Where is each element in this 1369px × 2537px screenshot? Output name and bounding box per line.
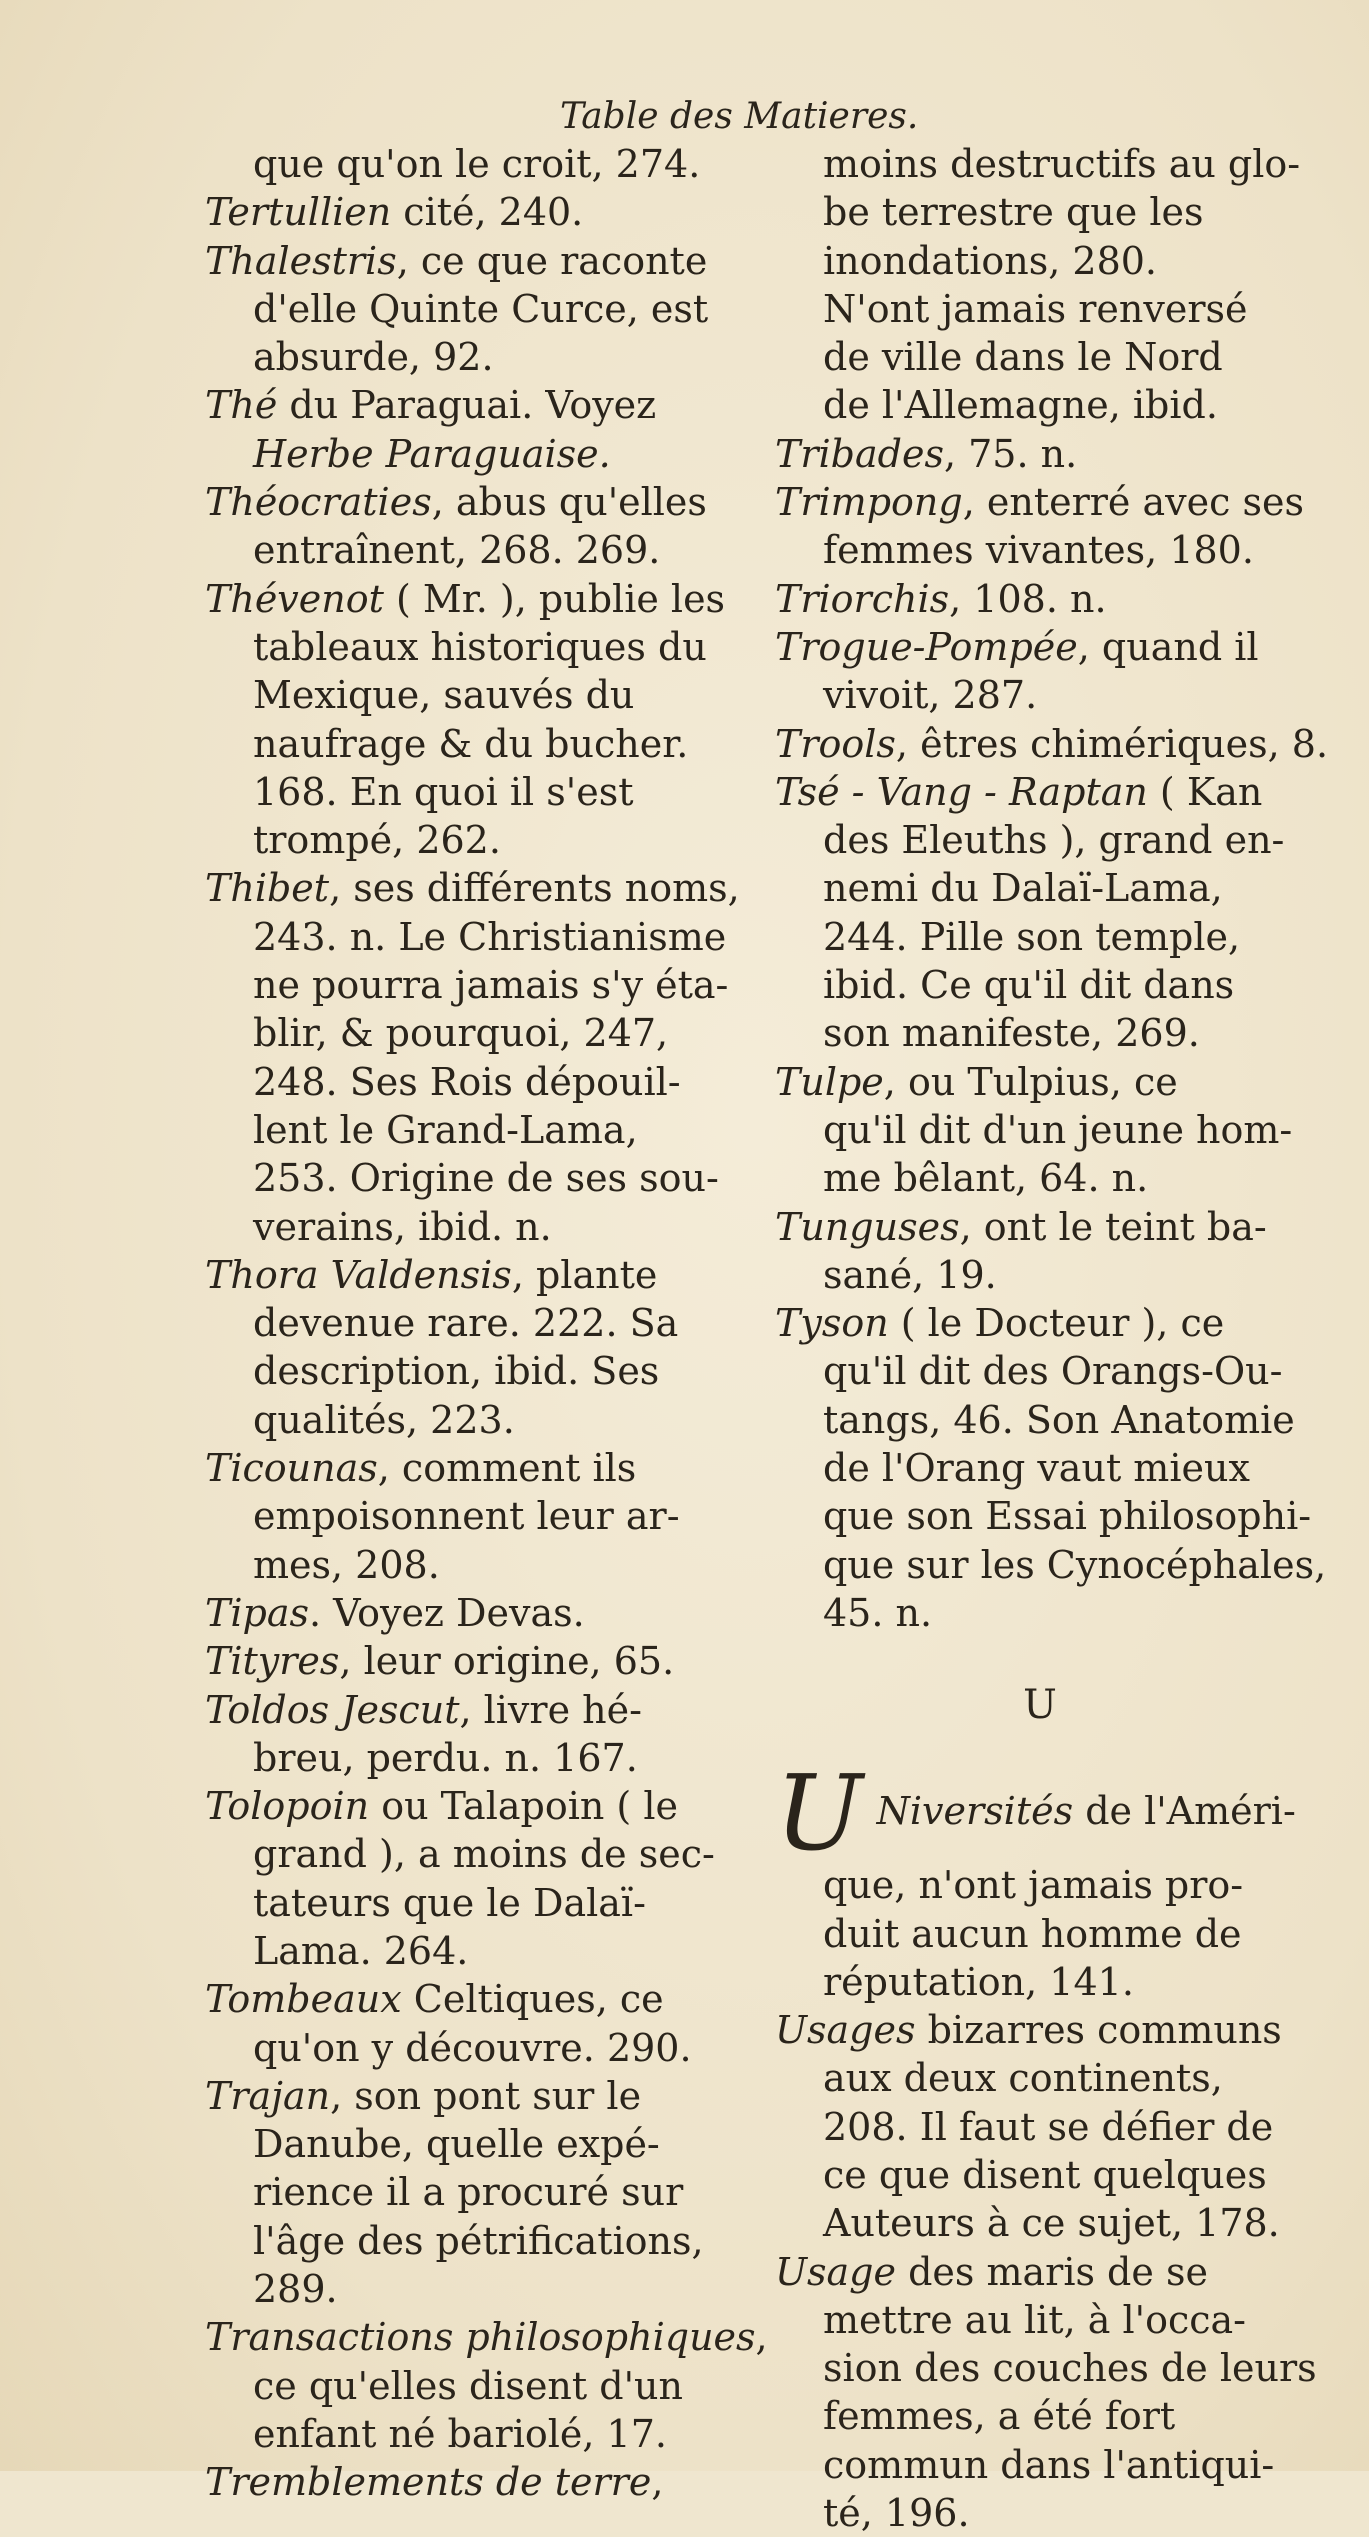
index-line <box>205 2410 765 2458</box>
entry-text: be terrestre que les <box>823 190 1204 235</box>
index-line <box>205 623 765 671</box>
entry-text: l'âge des pétrifications, <box>253 2218 704 2263</box>
right-column <box>775 140 1329 2537</box>
index-line <box>205 237 765 285</box>
entry-text: que qu'on le croit, 274. <box>253 142 701 186</box>
index-line <box>775 1589 1305 1637</box>
index-line <box>205 381 765 429</box>
index-line <box>205 2362 765 2410</box>
entry-text: son manifeste, 269. <box>823 1011 1200 1056</box>
entry-text: femmes, a été fort <box>823 2394 1176 2439</box>
index-line <box>205 2458 765 2506</box>
right-column-bottom <box>775 1861 1317 2537</box>
entry-head: Toldos Jescut <box>205 1687 460 1732</box>
index-line <box>205 2168 765 2216</box>
entry-text: , enterré avec ses <box>962 480 1304 525</box>
entry-text: , abus qu'elles <box>431 480 707 525</box>
entry-text: lent le Grand-Lama, <box>253 1107 638 1152</box>
entry-text: entraînent, 268. 269. <box>253 528 661 573</box>
entry-text: , comment ils <box>377 1446 637 1491</box>
entry-text: nemi du Dalaï-Lama, <box>823 866 1223 911</box>
entry-text: qualités, 223. <box>253 1397 515 1442</box>
entry-text: , <box>651 2460 664 2505</box>
index-line <box>775 2248 1305 2296</box>
entry-head: Tremblements de terre <box>205 2460 652 2505</box>
entry-text: cité, 240. <box>391 190 584 235</box>
entry-head: Niversités <box>876 1789 1074 1834</box>
entry-text: que sur les Cynocéphales, <box>823 1542 1327 1587</box>
index-line <box>775 864 1305 912</box>
entry-head: Usages <box>775 2008 916 2053</box>
index-line <box>205 1879 765 1927</box>
entry-text: Auteurs à ce sujet, 178. <box>823 2201 1280 2246</box>
index-line <box>775 333 1305 381</box>
index-line <box>775 1444 1305 1492</box>
index-line <box>205 913 765 961</box>
section-letter: U <box>1023 1682 1057 1729</box>
entry-head: Transactions philosophiques <box>205 2315 756 2360</box>
entry-text: , ce que raconte <box>396 238 708 283</box>
index-line <box>775 1009 1305 1057</box>
index-line <box>775 913 1305 961</box>
entry-head: Trimpong <box>775 480 963 525</box>
index-line <box>205 1154 765 1202</box>
entry-text: naufrage & du bucher. <box>253 721 689 766</box>
entry-text: breu, perdu. n. 167. <box>253 1735 638 1780</box>
index-line <box>775 961 1305 1009</box>
entry-text: réputation, 141. <box>823 1959 1134 2004</box>
index-line <box>775 2392 1305 2440</box>
entry-text: 208. Il faut se défier de <box>823 2104 1274 2149</box>
index-line <box>205 1975 765 2023</box>
entry-head: Tsé - Vang - Raptan <box>775 769 1148 814</box>
entry-head: Ticounas <box>205 1446 378 1491</box>
entry-text: moins destructifs au glo- <box>823 142 1301 186</box>
entry-text: 243. n. Le Christianisme <box>253 914 727 959</box>
index-line <box>775 1299 1305 1347</box>
entry-text: ( Mr. ), publie les <box>383 576 726 621</box>
index-line <box>775 1058 1305 1106</box>
entry-text: sion des couches de leurs <box>823 2346 1317 2391</box>
entry-text: . Voyez Devas. <box>308 1590 585 1635</box>
index-line <box>205 188 765 236</box>
entry-head: Thora Valdensis <box>205 1252 512 1297</box>
entry-text: de ville dans le Nord <box>823 335 1223 380</box>
entry-text: d'elle Quinte Curce, est <box>253 286 709 331</box>
entry-text: , ou Tulpius, ce <box>883 1059 1178 1104</box>
entry-text: duit aucun homme de <box>823 1911 1242 1956</box>
entry-text: Danube, quelle expé- <box>253 2122 660 2167</box>
index-line <box>775 1106 1305 1154</box>
index-line <box>775 2441 1305 2489</box>
index-line <box>775 2199 1305 2247</box>
index-line <box>775 2296 1305 2344</box>
index-line <box>775 140 1305 188</box>
entry-head: Théocraties <box>205 480 432 525</box>
index-line <box>205 430 765 478</box>
index-line <box>775 1910 1305 1958</box>
entry-head: Tribades <box>775 431 944 476</box>
entry-text: , <box>755 2315 768 2360</box>
entry-text: du Paraguai. Voyez <box>277 383 657 428</box>
index-line <box>205 285 765 333</box>
index-line <box>775 2006 1305 2054</box>
entry-text: , 75. n. <box>943 431 1078 476</box>
entry-text: ibid. Ce qu'il dit dans <box>823 963 1235 1008</box>
entry-text: que son Essai philosophi- <box>823 1494 1312 1539</box>
index-line <box>205 671 765 719</box>
entry-text: , 108. n. <box>949 576 1107 621</box>
entry-text: verains, ibid. n. <box>253 1204 552 1249</box>
index-line <box>775 188 1305 236</box>
entry-text: Mexique, sauvés du <box>253 673 635 718</box>
entry-text: ne pourra jamais s'y éta- <box>253 963 729 1008</box>
entry-head: Thé <box>205 383 278 428</box>
index-line <box>205 1106 765 1154</box>
index-line <box>205 1251 765 1299</box>
entry-text: commun dans l'antiqui- <box>823 2442 1275 2487</box>
index-line <box>775 2489 1305 2537</box>
drop-cap: U <box>775 1752 863 1875</box>
entry-head: Triorchis <box>775 576 950 621</box>
index-line <box>775 671 1305 719</box>
entry-head: Trogue-Pompée <box>775 624 1078 669</box>
index-line <box>205 1927 765 1975</box>
entry-text: tateurs que le Dalaï- <box>253 1880 646 1925</box>
index-line <box>775 575 1305 623</box>
index-line <box>775 430 1305 478</box>
index-line <box>775 285 1305 333</box>
entry-head: Tulpe <box>775 1059 884 1104</box>
entry-head: Tunguses <box>775 1204 960 1249</box>
entry-text: tableaux historiques du <box>253 624 707 669</box>
index-line <box>205 2024 765 2072</box>
index-line <box>775 720 1329 768</box>
index-line <box>205 1009 765 1057</box>
index-line <box>775 1541 1327 1589</box>
index-line <box>205 2265 765 2313</box>
entry-text: rience il a procuré sur <box>253 2170 684 2215</box>
entry-head: Tipas <box>205 1590 309 1635</box>
entry-text: Celtiques, ce <box>401 1977 664 2022</box>
entry-text: , ont le teint ba- <box>959 1204 1267 1249</box>
index-line <box>205 961 765 1009</box>
entry-text: , êtres chimériques, 8. <box>895 721 1329 766</box>
entry-text: ( Kan <box>1147 769 1263 814</box>
entry-text: , livre hé- <box>459 1687 642 1732</box>
entry-text: tangs, 46. Son Anatomie <box>823 1397 1295 1442</box>
entry-text: sané, 19. <box>823 1252 997 1297</box>
entry-text: que, n'ont jamais pro- <box>823 1863 1244 1908</box>
index-line <box>205 768 765 816</box>
entry-text: devenue rare. 222. Sa <box>253 1301 679 1346</box>
index-line <box>205 720 765 768</box>
running-header: Table des Matieres. <box>560 96 919 137</box>
entry-text: , plante <box>511 1252 658 1297</box>
index-line <box>205 1686 765 1734</box>
index-line <box>775 623 1305 671</box>
entry-text: enfant né bariolé, 17. <box>253 2411 667 2456</box>
entry-text: té, 196. <box>823 2491 970 2536</box>
index-line <box>205 2120 765 2168</box>
entry-head: Trajan <box>205 2073 331 2118</box>
entry-text: grand ), a moins de sec- <box>253 1832 715 1877</box>
entry-text: 289. <box>253 2267 338 2312</box>
index-line <box>205 478 765 526</box>
entry-text: absurde, 92. <box>253 335 494 380</box>
index-line <box>775 381 1305 429</box>
entry-text: de l'Améri- <box>1073 1789 1296 1834</box>
index-line <box>775 2151 1305 2199</box>
entry-head: Thalestris <box>205 238 397 283</box>
entry-text: blir, & pourquoi, 247, <box>253 1011 669 1056</box>
entry-head: Tertullien <box>205 190 392 235</box>
entry-text: ( le Docteur ), ce <box>888 1301 1225 1346</box>
index-line <box>775 1492 1312 1540</box>
entry-text: ce que disent quelques <box>823 2152 1267 2197</box>
index-line <box>205 1589 765 1637</box>
entry-text: de l'Orang vaut mieux <box>823 1446 1250 1491</box>
entry-text: bizarres communs <box>915 2008 1282 2053</box>
entry-text: 244. Pille son temple, <box>823 914 1241 959</box>
index-line <box>775 2344 1317 2392</box>
index-line <box>775 768 1305 816</box>
entry-text: empoisonnent leur ar- <box>253 1494 680 1539</box>
index-line <box>205 1444 765 1492</box>
entry-text: qu'on y découvre. 290. <box>253 2025 692 2070</box>
entry-text: , son pont sur le <box>330 2073 642 2118</box>
index-line <box>775 1861 1305 1909</box>
entry-text: , quand il <box>1077 624 1259 669</box>
entry-text: mes, 208. <box>253 1542 440 1587</box>
index-line <box>205 1782 765 1830</box>
entry-text: aux deux continents, <box>823 2056 1223 2101</box>
left-column <box>205 140 768 2507</box>
index-line <box>205 526 765 574</box>
index-line <box>205 1299 765 1347</box>
entry-text: 168. En quoi il s'est <box>253 769 634 814</box>
entry-text: 253. Origine de ses sou- <box>253 1156 719 1201</box>
entry-text: , ses différents noms, <box>329 866 740 911</box>
entry-head: Thibet <box>205 866 330 911</box>
index-line <box>205 140 765 188</box>
index-line <box>205 333 765 381</box>
entry-text: , leur origine, 65. <box>339 1639 675 1684</box>
entry-text: des maris de se <box>896 2249 1208 2294</box>
index-line <box>775 1203 1305 1251</box>
index-line <box>205 1637 765 1685</box>
entry-text: vivoit, 287. <box>823 673 1038 718</box>
entry-text: Lama. 264. <box>253 1928 469 1973</box>
entry-head: Tolopoin <box>205 1784 370 1829</box>
entry-head: Tityres <box>205 1639 340 1684</box>
index-line <box>775 237 1305 285</box>
entry-head: Trools <box>775 721 896 766</box>
index-line <box>205 1492 765 1540</box>
index-line <box>775 478 1305 526</box>
entry-text: de l'Allemagne, ibid. <box>823 383 1218 428</box>
index-line <box>205 1396 765 1444</box>
entry-text: des Eleuths ), grand en- <box>823 818 1285 863</box>
entry-text: N'ont jamais renversé <box>823 286 1248 331</box>
entry-text: 45. n. <box>823 1590 933 1635</box>
entry-text: inondations, 280. <box>823 238 1158 283</box>
index-line <box>205 1830 765 1878</box>
index-line <box>775 2054 1305 2102</box>
entry-text: ou Talapoin ( le <box>369 1784 678 1829</box>
index-line <box>775 1396 1305 1444</box>
index-line <box>775 816 1305 864</box>
index-line <box>205 1347 765 1395</box>
index-line <box>205 575 765 623</box>
entry-text: me bêlant, 64. n. <box>823 1156 1149 1201</box>
index-line <box>205 864 765 912</box>
entry-text: trompé, 262. <box>253 818 501 863</box>
index-line <box>205 1541 765 1589</box>
index-line <box>205 2313 768 2361</box>
entry-head: Herbe Paraguaise. <box>253 431 611 476</box>
entry-text: 248. Ses Rois dépouil- <box>253 1059 681 1104</box>
index-line <box>775 1347 1305 1395</box>
index-line <box>205 1734 765 1782</box>
entry-head: Tyson <box>775 1301 889 1346</box>
entry-text: qu'il dit des Orangs-Ou- <box>823 1349 1283 1394</box>
entry-text: femmes vivantes, 180. <box>823 528 1254 573</box>
u-first-line <box>775 1752 1305 1875</box>
index-line <box>205 1203 765 1251</box>
entry-text: description, ibid. Ses <box>253 1349 660 1394</box>
entry-head: Thévenot <box>205 576 384 621</box>
index-line <box>775 1958 1305 2006</box>
index-line <box>775 2103 1305 2151</box>
entry-head: Tombeaux <box>205 1977 402 2022</box>
index-line <box>775 1251 1305 1299</box>
right-column-top <box>775 140 1329 1637</box>
entry-text: qu'il dit d'un jeune hom- <box>823 1107 1293 1152</box>
index-line <box>205 2072 765 2120</box>
entry-head: Usage <box>775 2249 896 2294</box>
index-line <box>775 526 1305 574</box>
entry-text: mettre au lit, à l'occa- <box>823 2297 1247 2342</box>
index-line <box>205 816 765 864</box>
index-line <box>205 2217 765 2265</box>
entry-text: ce qu'elles disent d'un <box>253 2363 683 2408</box>
index-line <box>205 1058 765 1106</box>
index-line <box>775 1154 1305 1202</box>
